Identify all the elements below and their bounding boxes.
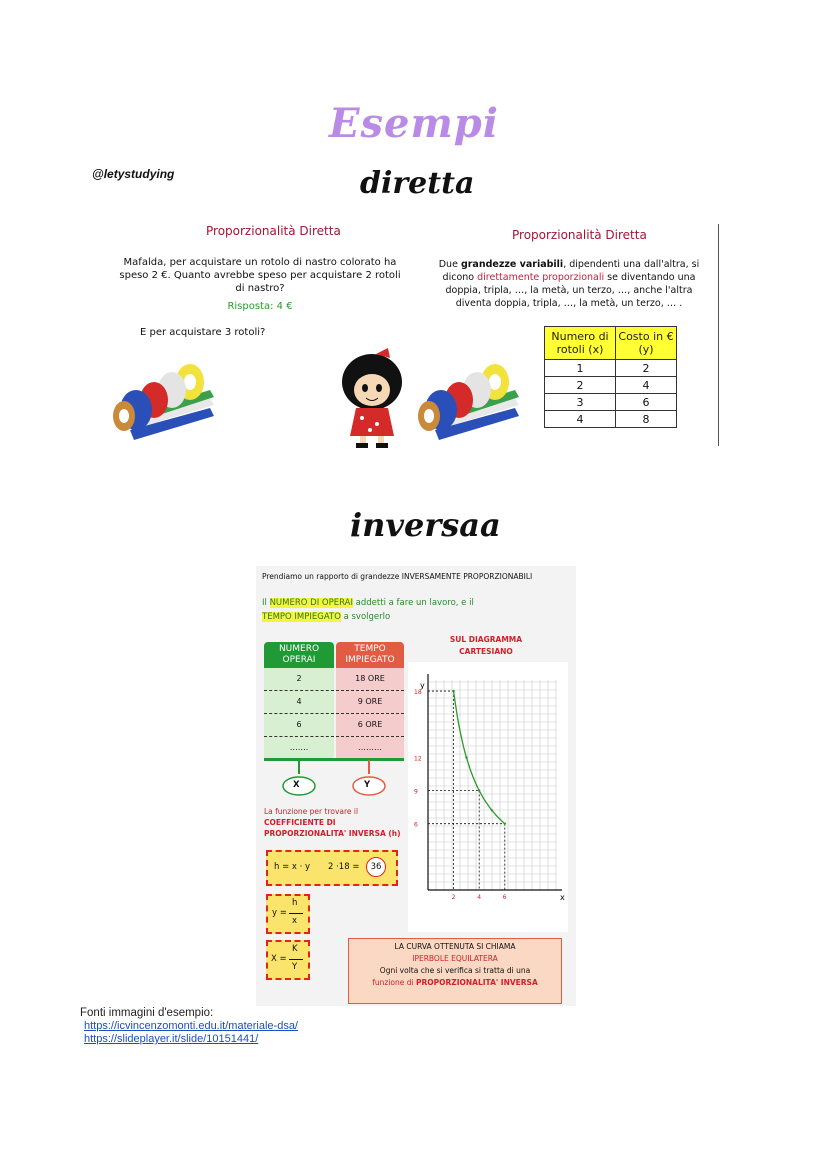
text-span: funzione di <box>372 978 416 987</box>
fraction-bar <box>289 959 303 960</box>
table-row <box>545 394 677 411</box>
x-tick-label: 6 <box>502 894 507 901</box>
text-highlight: TEMPO IMPIEGATO <box>262 612 341 622</box>
table-cell: 4 <box>616 377 677 394</box>
diagram-caption <box>426 634 546 658</box>
table-cell: ……. <box>264 737 334 760</box>
text-line <box>262 596 474 610</box>
result-badge: 36 <box>366 857 386 877</box>
data-point <box>504 822 506 824</box>
chart-background <box>408 662 568 932</box>
text-bold: PROPORZIONALITA' INVERSA <box>415 978 538 987</box>
table-cell: 4 <box>545 411 616 428</box>
data-point <box>452 690 454 692</box>
y-tick-label: 9 <box>414 788 418 796</box>
text-line <box>438 258 700 271</box>
function-caption <box>264 806 401 839</box>
tape-rolls-icon <box>415 360 520 450</box>
sources-label: Fonti immagini d'esempio: <box>80 1007 214 1019</box>
table-cell: 8 <box>616 411 677 428</box>
text-line: PROPORZIONALITA' INVERSA (h) <box>264 829 401 838</box>
curve-info-box <box>348 938 562 1004</box>
y-tick-label: 18 <box>414 689 422 697</box>
formula-x-den: Y <box>292 962 298 972</box>
column-y-body <box>336 668 404 760</box>
table-cell: 2 <box>264 668 334 691</box>
text-line: CARTESIANO <box>459 647 513 656</box>
direct-question: E per acquistare 3 rotoli? <box>140 327 266 338</box>
text-line: Ogni volta che si verifica si tratta di una <box>379 966 531 975</box>
direct-definition <box>438 258 700 310</box>
text-line: La funzione per trovare il <box>264 807 359 816</box>
column-y <box>336 642 404 760</box>
table-cell: 3 <box>545 394 616 411</box>
text-span: Il <box>262 598 270 608</box>
text-line: Mafalda, per acquistare un rotolo di nastro colorato ha <box>123 257 397 268</box>
table-cell: 2 <box>616 360 677 377</box>
table-cell: ……… <box>336 737 404 760</box>
text-line: LA CURVA OTTENUTA SI CHIAMA <box>394 942 516 951</box>
text-line <box>438 271 700 284</box>
formula-y-num: h <box>292 898 298 908</box>
text-line: speso 2 €. Quanto avrebbe speso per acquistare 2 rotoli <box>119 270 401 281</box>
direct-left-title: Proporzionalità Diretta <box>206 224 341 238</box>
formula-y-box <box>266 894 310 934</box>
table-row <box>545 411 677 428</box>
table-cell: 6 <box>616 394 677 411</box>
mafalda-illustration-icon <box>332 348 412 448</box>
text-span: addetti a fare un lavoro, e il <box>352 598 474 608</box>
text-span: , dipendenti una dall'altra, si <box>563 259 700 270</box>
data-point <box>478 789 480 791</box>
data-point <box>465 756 467 758</box>
text-line: di nastro? <box>235 283 285 294</box>
inverse-panel <box>256 566 576 1006</box>
table-header: Numero di rotoli (x) <box>545 327 616 360</box>
cartesian-chart <box>408 662 568 932</box>
formula-h: h = x · y <box>274 862 311 872</box>
direct-right-title: Proporzionalità Diretta <box>512 228 647 242</box>
formula-calc: 2 ·18 = <box>328 862 360 872</box>
y-axis-label: y <box>420 681 425 690</box>
text-span: se diventando una <box>604 272 696 283</box>
column-header-y: TEMPO IMPIEGATO <box>336 642 404 668</box>
text-line: SUL DIAGRAMMA <box>449 635 523 644</box>
table-row <box>545 377 677 394</box>
y-tick-label: 12 <box>414 755 422 763</box>
text-line: IPERBOLE EQUILATERA <box>412 954 498 963</box>
table-cell: 6 <box>264 714 334 737</box>
table-cell: 18 ORE <box>336 668 404 691</box>
x-tick-label: 4 <box>477 894 482 901</box>
column-header-x: NUMERO OPERAI <box>264 642 334 668</box>
inverse-statement <box>262 596 474 624</box>
text-highlight: NUMERO DI OPERAI <box>269 598 353 608</box>
direct-answer: Risposta: 4 € <box>227 301 293 312</box>
text-span: a svolgerlo <box>340 612 391 622</box>
formula-y-left: y = <box>272 908 287 918</box>
y-label: Y <box>364 780 371 790</box>
x-label: X <box>293 780 300 790</box>
table-cell: 2 <box>545 377 616 394</box>
formula-x-num: K <box>292 944 298 954</box>
section-title-direct: diretta <box>360 166 475 201</box>
text-bold: grandezze variabili <box>460 259 564 270</box>
formula-x-box <box>266 940 310 980</box>
text-highlight: direttamente proporzionali <box>477 272 605 283</box>
text-line: diventa doppia, tripla, …, la metà, un terzo, … . <box>455 298 683 309</box>
text-line <box>262 610 474 624</box>
formula-h-box <box>266 850 398 886</box>
table-cell: 6 ORE <box>336 714 404 737</box>
x-tick-label: 2 <box>451 894 456 901</box>
text-line: doppia, tripla, …, la metà, un terzo, …, anche l'altra <box>445 285 693 296</box>
formula-x-left: X = <box>271 954 287 964</box>
table-header: Costo in € (y) <box>616 327 677 360</box>
source-link-2[interactable]: https://slideplayer.it/slide/10151441/ <box>84 1033 259 1045</box>
column-x-body <box>264 668 334 760</box>
tape-rolls-icon <box>110 360 215 450</box>
direct-panel <box>110 220 720 450</box>
text-span: dicono <box>442 272 478 283</box>
fraction-bar <box>289 913 303 914</box>
page-title: Esempi <box>329 100 499 147</box>
table-cell: 1 <box>545 360 616 377</box>
text-line: COEFFICIENTE DI <box>264 818 336 827</box>
author-handle: @letystudying <box>92 167 175 181</box>
source-link-1[interactable]: https://icvincenzomonti.edu.it/materiale-dsa/ <box>84 1020 298 1032</box>
formula-y-den: x <box>292 916 298 926</box>
column-x <box>264 642 334 760</box>
data-point <box>491 809 493 811</box>
arrow-icon <box>264 760 404 802</box>
section-title-inverse: inversaa <box>350 506 501 544</box>
text-line <box>349 977 561 989</box>
inverse-intro: Prendiamo un rapporto di grandezze INVERSAMENTE PROPORZIONABILI <box>262 572 533 581</box>
table-cell: 4 <box>264 691 334 714</box>
table-row <box>545 360 677 377</box>
y-tick-label: 6 <box>414 821 418 829</box>
direct-left-text <box>110 256 410 295</box>
direct-table <box>544 326 677 428</box>
table-cell: 9 ORE <box>336 691 404 714</box>
x-axis-label: x <box>560 893 565 902</box>
table-header-row <box>545 327 677 360</box>
divider <box>718 224 719 446</box>
text-span: Due <box>438 259 461 270</box>
